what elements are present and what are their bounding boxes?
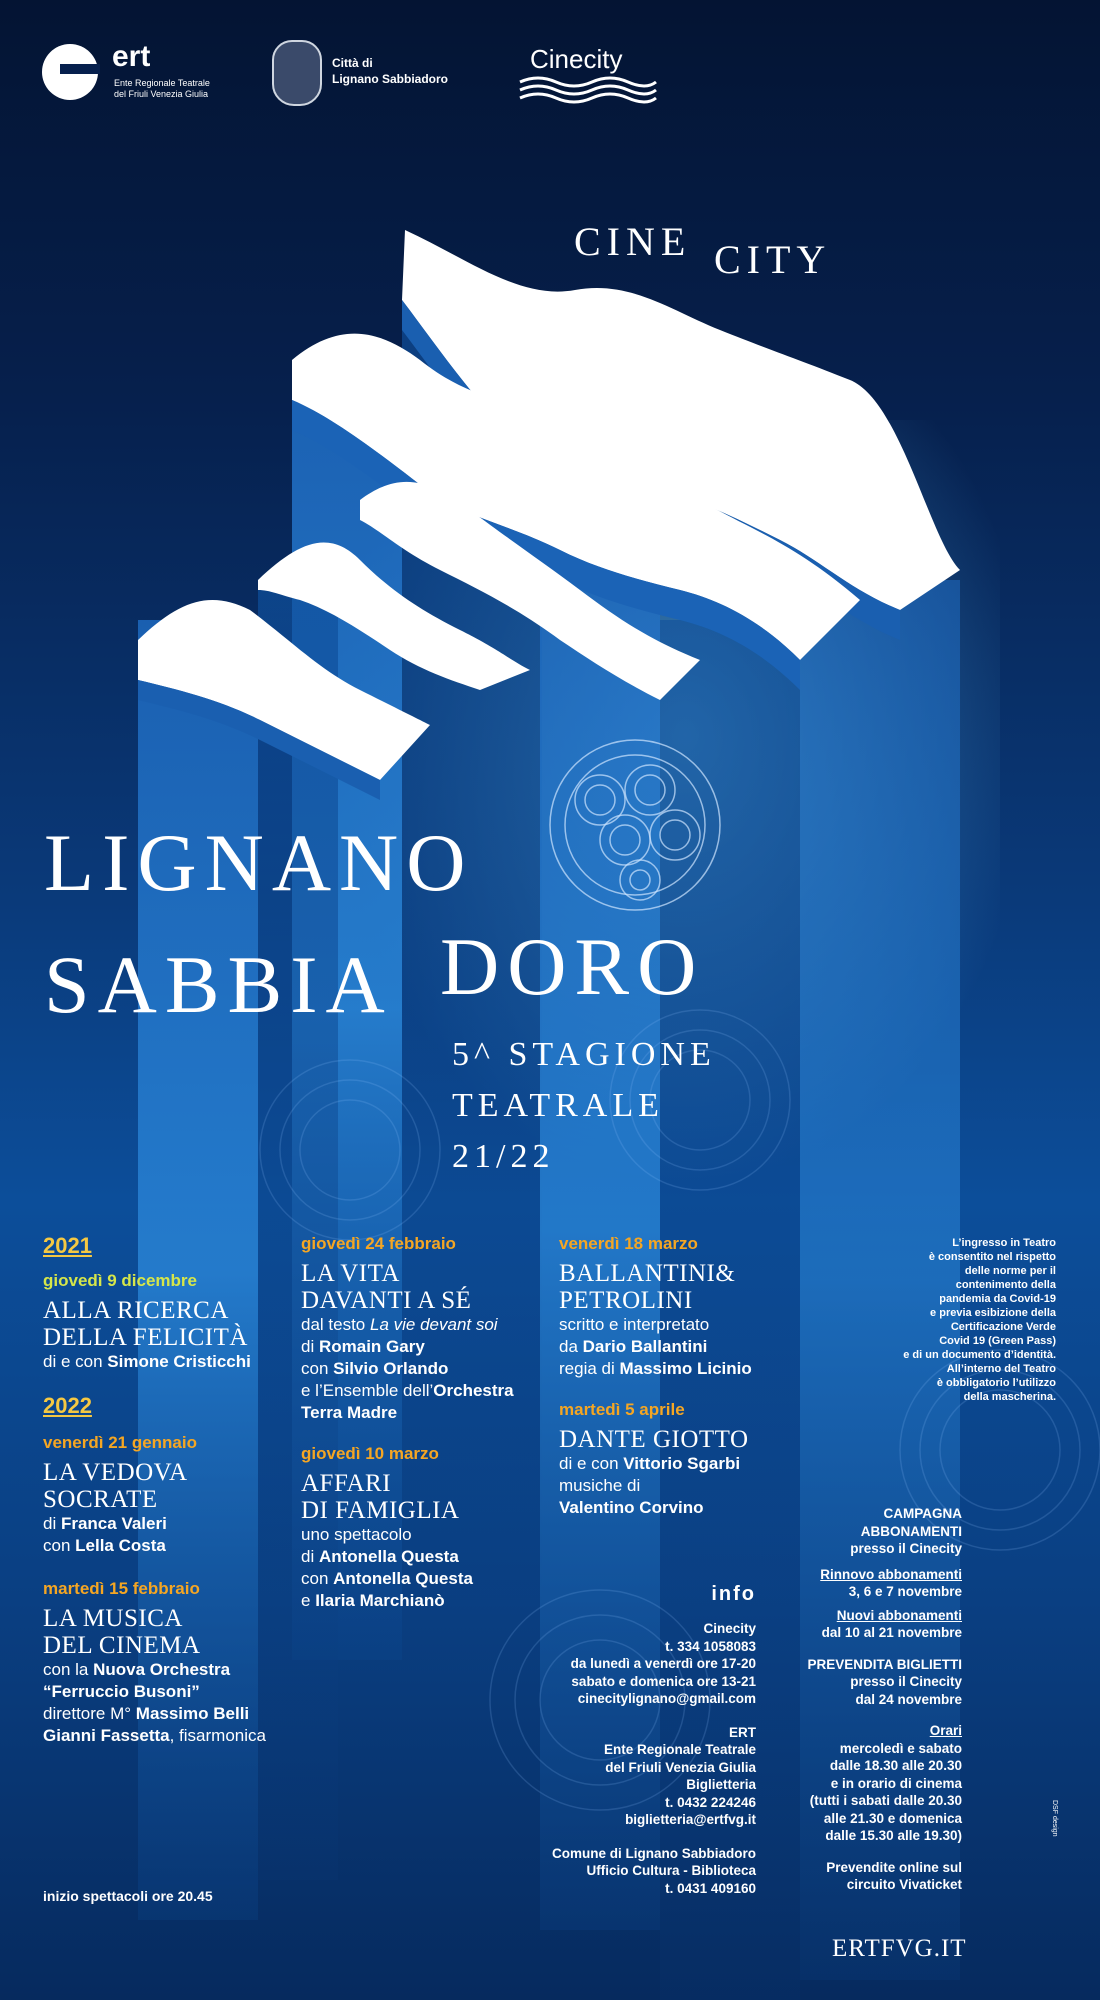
title-lignano: LIGNANO <box>44 817 474 908</box>
show-6-credit-2 <box>559 1336 819 1358</box>
show-3-credit-4 <box>43 1725 303 1747</box>
show-4-credit-3 <box>301 1358 561 1380</box>
show-2-title-1: LA VEDOVA <box>43 1459 188 1486</box>
hours-line: dalle 18.30 alle 20.30 <box>829 1758 962 1773</box>
program-column-1 <box>43 1233 303 1747</box>
info-cinecity-email[interactable]: cinecitylignano@gmail.com <box>577 1691 756 1706</box>
info-cinecity: Cinecity <box>703 1621 756 1636</box>
hours-line: (tutti i sabati dalle 20.30 <box>809 1793 962 1808</box>
ert-logo <box>42 40 232 104</box>
title-sabbia: SABBIA <box>44 939 393 1030</box>
show-6-title-2: PETROLINI <box>559 1287 693 1314</box>
info-comune-phone: t. 0431 409160 <box>665 1880 756 1896</box>
show-5-title-2: DI FAMIGLIA <box>301 1497 460 1524</box>
show-6-credit-1: scritto e interpretato <box>559 1315 710 1334</box>
show-2-title-2: SOCRATE <box>43 1486 158 1513</box>
info-block <box>520 1582 756 1897</box>
show-7-artist: Vittorio Sgarbi <box>623 1454 741 1473</box>
info-comune-office: Ufficio Cultura - Biblioteca <box>586 1863 756 1878</box>
show-5-credit-4-prefix: e <box>301 1591 316 1610</box>
presale-venue: presso il Cinecity <box>850 1674 962 1689</box>
ert-mark-cut <box>60 64 100 74</box>
waves-icon <box>518 74 658 104</box>
show-5-actor-2: Ilaria Marchianò <box>315 1591 445 1610</box>
website-link[interactable]: ERTFVG.IT <box>832 1935 967 1962</box>
covid-line: Certificazione Verde <box>950 1321 1056 1333</box>
show-5-credit-1: uno spettacolo <box>301 1525 412 1544</box>
title-doro: DORO <box>440 921 705 1012</box>
online-sales: Prevendite online sul <box>826 1859 962 1875</box>
cinecity-logo-text: Cinecity <box>530 44 623 74</box>
show-2-credit-1-prefix: di <box>43 1514 61 1533</box>
show-4-credit-2-prefix: di <box>301 1337 319 1356</box>
show-6-director: Massimo Licinio <box>619 1359 752 1378</box>
covid-line: All’interno del Teatro <box>946 1363 1056 1375</box>
show-3-date: martedì 15 febbraio <box>43 1579 200 1598</box>
covid-line: e previa esibizione della <box>930 1307 1056 1319</box>
season-line3: 21/22 <box>452 1138 555 1175</box>
show-5-credit-2-prefix: di <box>301 1547 319 1566</box>
program-column-2 <box>301 1234 561 1612</box>
campaign-renewal-dates: 3, 6 e 7 novembre <box>848 1584 962 1599</box>
show-5-credit-2 <box>301 1546 561 1568</box>
info-ert-phone: t. 0432 224246 <box>665 1794 756 1810</box>
hours-line: alle 21.30 e domenica <box>823 1810 962 1826</box>
show-4-credit-1-prefix: dal testo <box>301 1315 370 1334</box>
campaign-venue: presso il Cinecity <box>850 1541 962 1556</box>
city-logo <box>272 40 472 110</box>
show-7-date: martedì 5 aprile <box>559 1400 685 1419</box>
show-1-artist: Simone Cristicchi <box>107 1352 251 1371</box>
show-3-instrument: , fisarmonica <box>169 1726 266 1745</box>
show-5-author: Antonella Questa <box>318 1547 459 1566</box>
show-4-credit-2 <box>301 1336 561 1358</box>
season-line2: TEATRALE <box>452 1087 664 1124</box>
presale-heading: PREVENDITA BIGLIETTI <box>807 1656 962 1672</box>
campaign-renewal: Rinnovo abbonamenti <box>820 1566 962 1582</box>
show-1-credits <box>43 1351 303 1373</box>
info-cinecity-hours-weekday: da lunedì a venerdì ore 17-20 <box>570 1656 756 1671</box>
info-heading: info <box>711 1583 756 1605</box>
show-3-credit-2 <box>43 1681 303 1703</box>
info-ert-line: del Friuli Venezia Giulia <box>605 1759 756 1775</box>
show-4-credit-5 <box>301 1402 561 1424</box>
brand-cine: CINE <box>574 219 692 264</box>
show-3-orchestra-name: “Ferruccio Busoni” <box>43 1682 200 1701</box>
show-3-credit-1 <box>43 1659 303 1681</box>
show-4-date: giovedì 24 febbraio <box>301 1234 456 1253</box>
show-4-actor: Silvio Orlando <box>333 1359 449 1378</box>
covid-notice <box>870 1236 1056 1404</box>
campaign-heading-1: CAMPAGNA <box>883 1506 962 1521</box>
presale-date: dal 24 novembre <box>855 1691 962 1707</box>
ert-sub1: Ente Regionale Teatrale <box>114 78 210 88</box>
campaign-block <box>770 1505 962 1894</box>
show-4-orchestra-name: Terra Madre <box>301 1403 398 1422</box>
show-3-conductor: Massimo Belli <box>135 1704 250 1723</box>
show-4-credit-4 <box>301 1380 561 1402</box>
show-2-credit-1 <box>43 1513 303 1535</box>
show-3-soloist: Gianni Fassetta <box>43 1726 170 1745</box>
show-4-credit-1 <box>301 1314 561 1336</box>
show-4-title-1: LA VITA <box>301 1260 400 1287</box>
info-ert: ERT <box>729 1724 756 1740</box>
show-2-date: venerdì 21 gennaio <box>43 1433 197 1452</box>
covid-line: della mascherina. <box>963 1391 1056 1403</box>
show-6-title-1: BALLANTINI& <box>559 1260 736 1287</box>
info-ert-line: Ente Regionale Teatrale <box>603 1742 756 1757</box>
season-line1: 5^ STAGIONE <box>452 1036 716 1073</box>
hours-heading: Orari <box>929 1723 962 1738</box>
campaign-heading-2: ABBONAMENTI <box>860 1523 962 1539</box>
city-line2: Lignano Sabbiadoro <box>332 72 448 86</box>
show-1-title-1: ALLA RICERCA <box>43 1297 229 1324</box>
info-comune: Comune di Lignano Sabbiadoro <box>552 1845 756 1861</box>
show-7-credit-2: musiche di <box>559 1476 641 1495</box>
hours-line: dalle 15.30 alle 19.30) <box>825 1828 962 1843</box>
show-6-credit-3 <box>559 1358 819 1380</box>
show-5-date: giovedì 10 marzo <box>301 1444 439 1463</box>
show-6-credit-3-prefix: regia di <box>559 1359 620 1378</box>
hours-line: mercoledì e sabato <box>839 1740 962 1756</box>
show-7-credit-1-prefix: di e con <box>559 1454 624 1473</box>
year-2021: 2021 <box>43 1233 92 1258</box>
program-column-3 <box>559 1234 819 1519</box>
city-line1: Città di <box>332 56 373 70</box>
show-2-actor: Lella Costa <box>75 1536 166 1555</box>
info-cinecity-phone: t. 334 1058083 <box>665 1638 756 1654</box>
show-4-title-2: DAVANTI A SÉ <box>301 1287 472 1314</box>
show-4-source-title: La vie devant soi <box>370 1315 498 1334</box>
show-3-credit-3 <box>43 1703 303 1725</box>
covid-line: e di un documento d’identità. <box>903 1349 1056 1361</box>
covid-line: L’ingresso in Teatro <box>952 1237 1056 1249</box>
show-2-credit-2 <box>43 1535 303 1557</box>
info-ert-box-office: Biglietteria <box>686 1777 756 1792</box>
show-7-title-1: DANTE GIOTTO <box>559 1426 749 1453</box>
show-2-credit-2-prefix: con <box>43 1536 76 1555</box>
crest-icon <box>272 40 322 106</box>
campaign-new: Nuovi abbonamenti <box>836 1607 962 1623</box>
year-2022: 2022 <box>43 1393 92 1418</box>
covid-line: Covid 19 (Green Pass) <box>939 1335 1056 1347</box>
hours-line: e in orario di cinema <box>830 1775 962 1791</box>
covid-line: contenimento della <box>955 1279 1056 1291</box>
show-4-author: Romain Gary <box>318 1337 425 1356</box>
show-4-credit-3-prefix: con <box>301 1359 334 1378</box>
start-time: inizio spettacoli ore 20.45 <box>43 1888 213 1904</box>
covid-line: delle norme per il <box>964 1265 1056 1277</box>
show-4-orchestra: Orchestra <box>433 1381 514 1400</box>
show-4-credit-4-prefix: e l’Ensemble dell’ <box>301 1381 434 1400</box>
show-1-title-2: DELLA FELICITÀ <box>43 1324 248 1351</box>
show-3-title-1: LA MUSICA <box>43 1605 183 1632</box>
show-3-credit-3-prefix: direttore M° <box>43 1704 136 1723</box>
show-6-actor: Dario Ballantini <box>582 1337 708 1356</box>
show-6-credit-2-prefix: da <box>559 1337 583 1356</box>
show-3-credit-1-prefix: con la <box>43 1660 94 1679</box>
cinecity-logo <box>518 44 663 104</box>
covid-line: è obbligatorio l’utilizzo <box>936 1377 1056 1389</box>
covid-line: pandemia da Covid-19 <box>939 1293 1056 1305</box>
show-1-date: giovedì 9 dicembre <box>43 1271 197 1290</box>
ert-name: ert <box>112 40 151 73</box>
show-6-date: venerdì 18 marzo <box>559 1234 698 1253</box>
show-3-orchestra: Nuova Orchestra <box>93 1660 231 1679</box>
show-5-title-1: AFFARI <box>301 1470 392 1497</box>
brand-city: CITY <box>714 237 832 282</box>
show-7-credit-1 <box>559 1453 819 1475</box>
show-1-credit-prefix: di e con <box>43 1352 108 1371</box>
covid-line: è consentito nel rispetto <box>928 1251 1056 1263</box>
show-5-credit-3-prefix: con <box>301 1569 334 1588</box>
ert-sub2: del Friuli Venezia Giulia <box>114 89 209 99</box>
online-circuit: circuito Vivaticket <box>846 1877 962 1892</box>
design-credit: DSF design <box>1051 1800 1058 1837</box>
campaign-new-dates: dal 10 al 21 novembre <box>821 1625 962 1640</box>
show-5-actor-1: Antonella Questa <box>333 1569 473 1588</box>
show-2-author: Franca Valeri <box>60 1514 167 1533</box>
show-3-title-2: DEL CINEMA <box>43 1632 201 1659</box>
show-7-musician: Valentino Corvino <box>559 1498 704 1517</box>
info-ert-email[interactable]: biglietteria@ertfvg.it <box>625 1812 756 1827</box>
info-cinecity-hours-weekend: sabato e domenica ore 13-21 <box>571 1673 756 1689</box>
